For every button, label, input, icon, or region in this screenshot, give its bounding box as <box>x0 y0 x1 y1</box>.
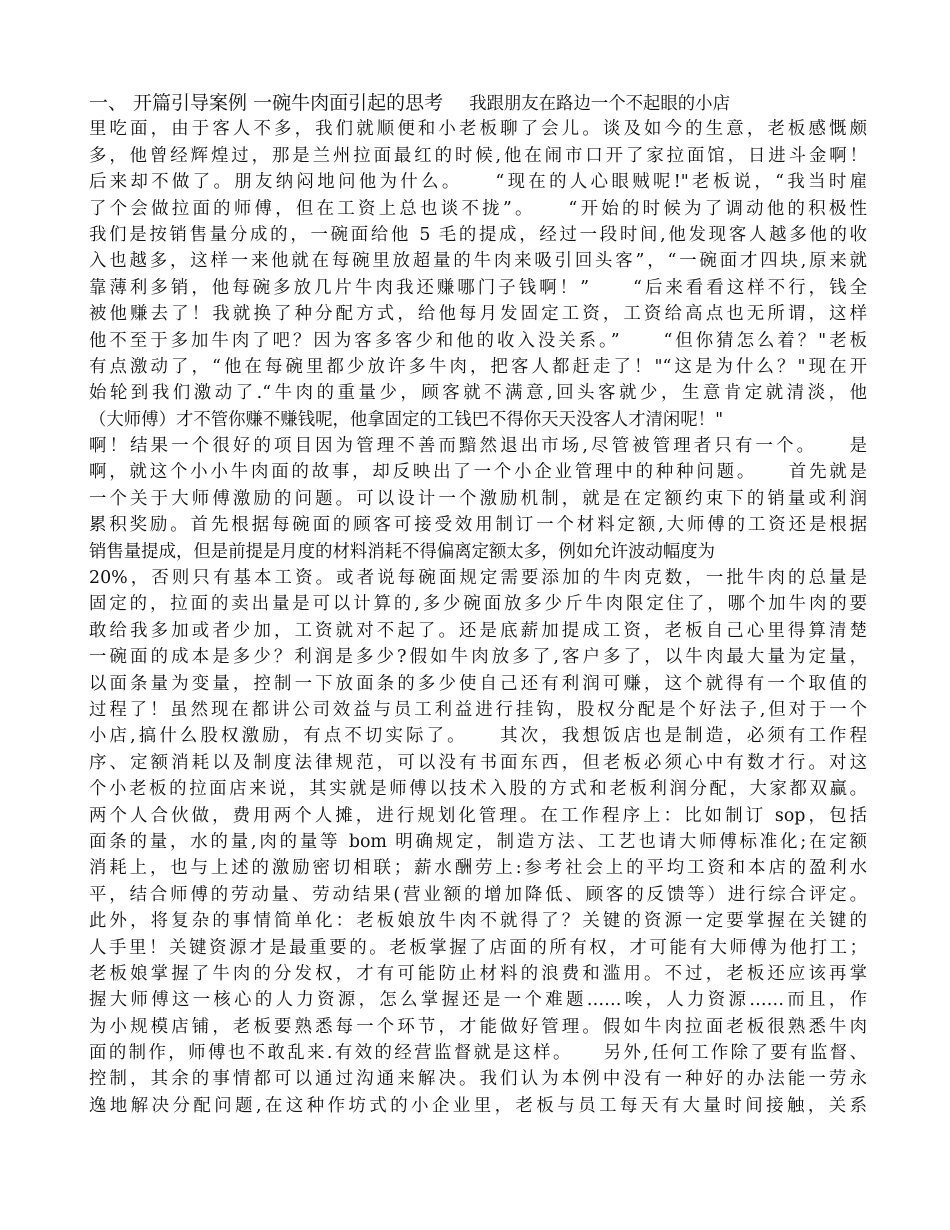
paragraph-line: 我们是按销售量分成的，一碗面给他 5 毛的提成，经过一段时间,他发现客人越多他的收 <box>89 224 867 245</box>
section-heading: 一、 开篇引导案例 一碗牛肉面引起的思考 <box>89 92 444 114</box>
paragraph-line: 啊，就这个小小牛肉面的故事，却反映出了一个小企业管理中的种种问题。 首先就是 <box>89 462 867 483</box>
paragraph-line: 销售量提成，但是前提是月度的材料消耗不得偏离定额太多，例如允许波动幅度为 <box>89 541 716 562</box>
paragraph-line: 平，结合师傅的劳动量、劳动结果(营业额的增加降低、顾客的反馈等）进行综合评定。 <box>89 884 867 905</box>
paragraph-line: 面条的量，水的量,肉的量等 bom 明确规定，制造方法、工艺也请大师傅标准化;在定额 <box>89 831 867 852</box>
paragraph-line: 序、定额消耗以及制度法律规范，可以没有书面东西，但老板必须心中有数才行。对这 <box>89 752 867 773</box>
paragraph-line: 此外，将复杂的事情简单化：老板娘放牛肉不就得了？关键的资源一定要掌握在关键的 <box>89 911 867 932</box>
paragraph-line: 小店,搞什么股权激励，有点不切实际了。 其次，我想饭店也是制造，必须有工作程 <box>89 726 867 747</box>
paragraph-line: 我跟朋友在路边一个不起眼的小店 <box>469 94 730 114</box>
paragraph-line: 人手里！关键资源才是最重要的。老板掌握了店面的所有权，才可能有大师傅为他打工； <box>89 937 867 958</box>
paragraph-line: 一个关于大师傅激励的问题。可以设计一个激励机制，就是在定额约束下的销量或利润 <box>89 488 867 509</box>
paragraph-line: 固定的，拉面的卖出量是可以计算的,多少碗面放多少斤牛肉限定住了，哪个加牛肉的要 <box>89 594 867 615</box>
paragraph-line: 面的制作，师傅也不敢乱来.有效的经营监督就是这样。 另外,任何工作除了要有监督、 <box>89 1043 867 1064</box>
paragraph-line: 以面条量为变量，控制一下放面条的多少使自己还有利润可赚，这个就得有一个取值的 <box>89 673 867 694</box>
paragraph-line: 敢给我多加或者少加，工资就对不起了。还是底薪加提成工资，老板自己心里得算清楚 <box>89 620 867 641</box>
paragraph-line: 两个人合伙做，费用两个人摊，进行规划化管理。在工作程序上：比如制订 sop，包括 <box>89 805 867 826</box>
paragraph-line: 被他赚去了！我就换了种分配方式，给他每月发固定工资，工资给高点也无所谓，这样 <box>89 304 867 325</box>
paragraph-line: （大师傅）才不管你赚不赚钱呢，他拿固定的工钱巴不得你天天没客人才清闲呢！" <box>89 409 724 430</box>
paragraph-line: 始轮到我们激动了.“牛肉的重量少，顾客就不满意,回头客就少，生意肯定就清淡，他 <box>89 383 867 404</box>
paragraph-line: 个小老板的拉面店来说，其实就是师傅以技术入股的方式和老板利润分配，大家都双赢。 <box>89 779 867 800</box>
paragraph-line: 消耗上，也与上述的激励密切相联；薪水酬劳上:参考社会上的平均工资和本店的盈利水 <box>89 858 867 879</box>
paragraph-line: 里吃面，由于客人不多，我们就顺便和小老板聊了会儿。谈及如今的生意，老板感慨颇 <box>89 119 867 140</box>
paragraph-line: 过程了！虽然现在都讲公司效益与员工利益进行挂钩，股权分配是个好法子,但对于一个 <box>89 699 867 720</box>
paragraph-line: 握大师傅这一核心的人力资源，怎么掌握还是一个难题……唉，人力资源……而且，作 <box>89 990 867 1011</box>
paragraph-line: 了个会做拉面的师傅，但在工资上总也谈不拢”。 “开始的时候为了调动他的积极性 <box>89 198 867 219</box>
paragraph-line: 为小规模店铺，老板要熟悉每一个环节，才能做好管理。假如牛肉拉面老板很熟悉牛肉 <box>89 1016 867 1037</box>
paragraph-line: 有点激动了，“他在每碗里都少放许多牛肉，把客人都赶走了！"“这是为什么？"现在开 <box>89 356 867 377</box>
paragraph-line: 后来却不做了。朋友纳闷地问他为什么。 “现在的人心眼贼呢!"老板说，“我当时雇 <box>89 172 867 193</box>
paragraph-line: 老板娘掌握了牛肉的分发权，才有可能防止材料的浪费和滥用。不过，老板还应该再掌 <box>89 963 867 984</box>
paragraph-line: 一碗面的成本是多少？利润是多少?假如牛肉放多了,客户多了，以牛肉最大量为定量， <box>89 647 867 668</box>
paragraph-line: 控制，其余的事情都可以通过沟通来解决。我们认为本例中没有一种好的办法能一劳永 <box>89 1069 867 1090</box>
paragraph-line: 累积奖励。首先根据每碗面的顾客可接受效用制订一个材料定额,大师傅的工资还是根据 <box>89 515 867 536</box>
document-page <box>89 90 867 1119</box>
paragraph-line: 多，他曾经辉煌过，那是兰州拉面最红的时候,他在闹市口开了家拉面馆，日进斗金啊！ <box>89 145 867 166</box>
paragraph-line: 靠薄利多销，他每碗多放几片牛肉我还赚哪门子钱啊！” “后来看看这样不行，钱全 <box>89 277 867 298</box>
paragraph-line: 啊！结果一个很好的项目因为管理不善而黯然退出市场,尽管被管理者只有一个。 是 <box>89 436 867 457</box>
paragraph-line: 20%，否则只有基本工资。或者说每碗面规定需要添加的牛肉克数，一批牛肉的总量是 <box>89 568 867 589</box>
first-line <box>89 90 867 116</box>
paragraph-line: 入也越多，这样一来他就在每碗里放超量的牛肉来吸引回头客”，“一碗面才四块,原来就 <box>89 251 867 272</box>
paragraph-line: 逸地解决分配问题,在这种作坊式的小企业里，老板与员工每天有大量时间接触，关系 <box>89 1095 867 1116</box>
paragraph-line: 他不至于多加牛肉了吧？因为客多客少和他的收入没关系。” “但你猜怎么着？"老板 <box>89 330 867 351</box>
